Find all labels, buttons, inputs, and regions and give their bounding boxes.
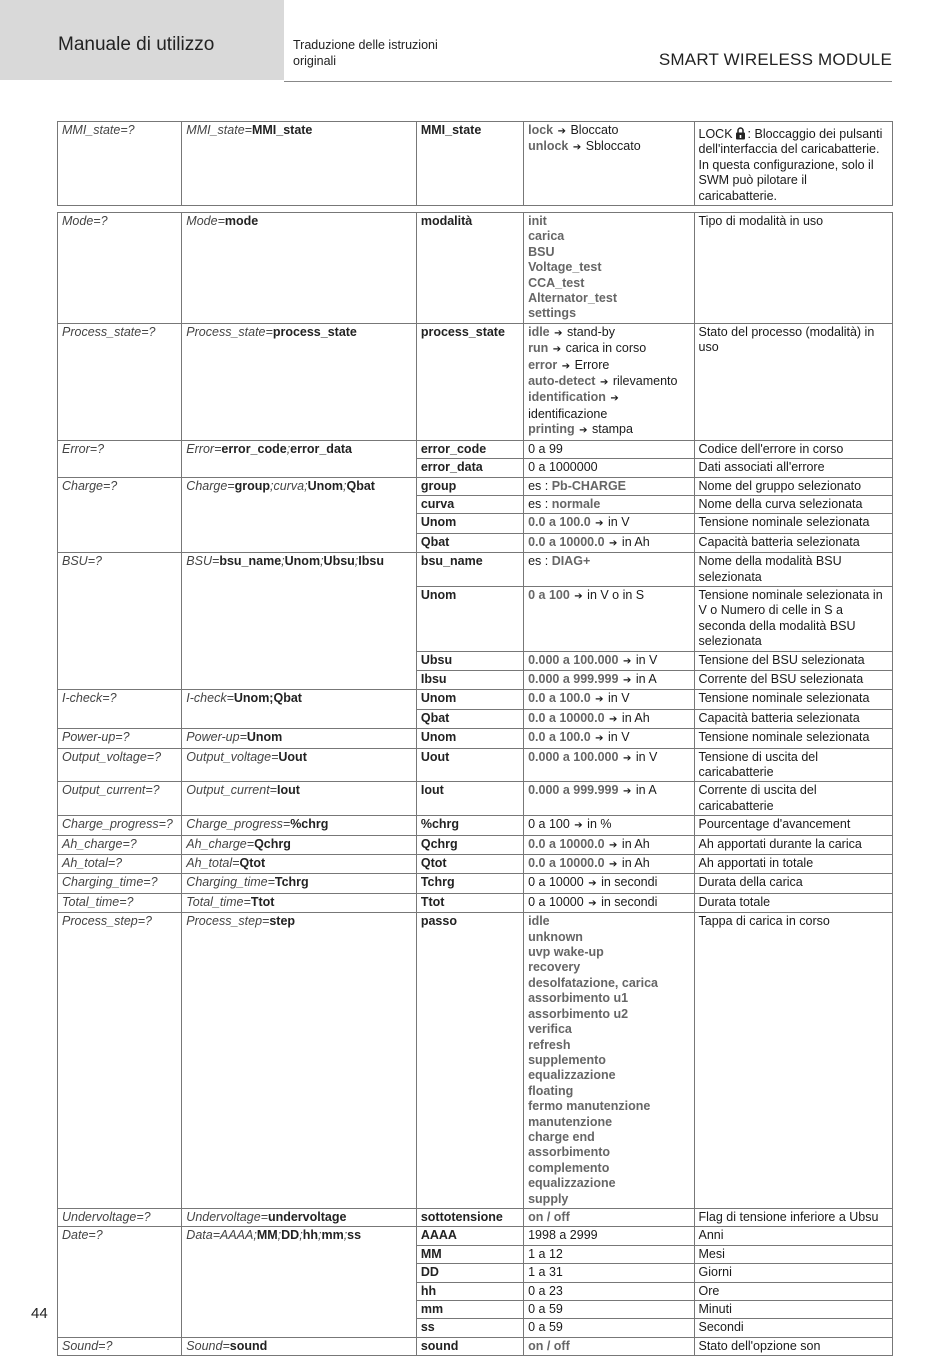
description-cell: Capacità batteria selezionata: [694, 533, 893, 552]
value-cell: 0.000 a 999.999 ➔ in A: [524, 670, 694, 689]
value-cell: 0 a 100 ➔ in V o in S: [524, 586, 694, 651]
value-cell: on / off: [524, 1208, 694, 1226]
parameter-cell: Uout: [416, 748, 523, 782]
value-cell: es : normale: [524, 495, 694, 513]
description-cell: Tensione nominale selezionata: [694, 514, 893, 533]
table-row: [58, 690, 893, 709]
arrow-right-icon: ➔: [557, 126, 566, 137]
translation-note-line2: originali: [293, 54, 337, 68]
description-cell: Anni: [694, 1227, 893, 1245]
arrow-right-icon: ➔: [599, 377, 609, 389]
table-row: [58, 122, 893, 206]
parameter-cell: error_code: [416, 440, 523, 458]
parameter-cell: hh: [416, 1282, 523, 1300]
arrow-right-icon: ➔: [588, 897, 597, 909]
value-cell: lock ➔ Bloccato unlock ➔ Sbloccato: [524, 122, 694, 206]
parameter-cell: %chrg: [416, 816, 523, 835]
arrow-right-icon: ➔: [595, 694, 604, 706]
value-cell: idle ➔ stand-by run ➔ carica in corso error ➔ Errore auto-detect ➔ rilevamento identification ➔ identificazione printing ➔ stampa: [524, 323, 694, 440]
value-cell: 0.000 a 100.000 ➔ in V: [524, 748, 694, 782]
value-cell: init carica BSU Voltage_test CCA_test Alternator_test settings: [524, 213, 694, 324]
parameter-cell: Ibsu: [416, 670, 523, 689]
description-cell: Stato del processo (modalità) in uso: [694, 323, 893, 440]
description-cell: Tappa di carica in corso: [694, 913, 893, 1209]
command-cell: Total_time=?: [58, 893, 182, 912]
parameter-cell: mm: [416, 1301, 523, 1319]
parameter-cell: DD: [416, 1264, 523, 1282]
value-cell: 1 a 31: [524, 1264, 694, 1282]
description-cell: Tensione di uscita del caricabatterie: [694, 748, 893, 782]
table-row: [58, 855, 893, 874]
table-row: [58, 1337, 893, 1355]
parameter-cell: Unom: [416, 586, 523, 651]
response-cell: Charge=group;curva;Unom;Qbat: [182, 477, 417, 553]
parameter-cell: Iout: [416, 782, 523, 816]
table-row: [58, 553, 893, 587]
arrow-right-icon: ➔: [622, 786, 632, 798]
parameter-cell: Ubsu: [416, 651, 523, 670]
table-row: [58, 477, 893, 495]
value-cell: es : DIAG+: [524, 553, 694, 587]
description-cell: Tensione del BSU selezionata: [694, 651, 893, 670]
description-cell: Secondi: [694, 1319, 893, 1337]
table-row: [58, 748, 893, 782]
parameter-cell: bsu_name: [416, 553, 523, 587]
arrow-right-icon: ➔: [622, 752, 632, 764]
arrow-right-icon: ➔: [554, 327, 563, 339]
command-cell: Charge_progress=?: [58, 816, 182, 835]
response-cell: I-check=Unom;Qbat: [182, 690, 417, 729]
arrow-right-icon: ➔: [574, 590, 583, 602]
description-cell: Nome del gruppo selezionato: [694, 477, 893, 495]
arrow-right-icon: ➔: [609, 859, 618, 871]
parameter-cell: curva: [416, 495, 523, 513]
header-rule: [284, 81, 892, 82]
description-cell: Ore: [694, 1282, 893, 1300]
table-row: [58, 816, 893, 835]
value-cell: es : Pb-CHARGE: [524, 477, 694, 495]
value-cell: 0.0 a 10000.0 ➔ in Ah: [524, 533, 694, 552]
response-cell: Power-up=Unom: [182, 729, 417, 748]
parameter-cell: Qchrg: [416, 835, 523, 854]
command-cell: Charge=?: [58, 477, 182, 553]
table-row: [58, 440, 893, 458]
arrow-right-icon: ➔: [561, 360, 571, 372]
value-cell: idle unknown uvp wake-up recovery desolfatazione, carica assorbimento u1 assorbimento u2 verifica refresh supplemento equalizzazione floating fermo manutenzione manutenzione charge end assorbimento complemento equalizzazione supply: [524, 913, 694, 1209]
parameter-cell: Qbat: [416, 533, 523, 552]
response-cell: Error=error_code;error_data: [182, 440, 417, 477]
parameter-cell: passo: [416, 913, 523, 1209]
description-cell: Stato dell'opzione son: [694, 1337, 893, 1355]
description-cell: Nome della modalità BSU selezionata: [694, 553, 893, 587]
table-row: [58, 1227, 893, 1245]
description-cell: Durata della carica: [694, 874, 893, 893]
value-cell: 0 a 10000 ➔ in secondi: [524, 893, 694, 912]
description-cell: Nome della curva selezionata: [694, 495, 893, 513]
command-cell: BSU=?: [58, 553, 182, 690]
value-cell: 0.0 a 10000.0 ➔ in Ah: [524, 709, 694, 728]
command-cell: Undervoltage=?: [58, 1208, 182, 1226]
response-cell: BSU=bsu_name;Unom;Ubsu;Ibsu: [182, 553, 417, 690]
description-cell: LOCK : Bloccaggio dei pulsanti dell'interfaccia del caricabatterie. In questa configurazione, solo il SWM può pilotare il caricabatterie.: [694, 122, 893, 206]
description-cell: Giorni: [694, 1264, 893, 1282]
command-cell: Ah_total=?: [58, 855, 182, 874]
arrow-right-icon: ➔: [574, 820, 583, 832]
parameter-cell: modalità: [416, 213, 523, 324]
command-cell: Sound=?: [58, 1337, 182, 1355]
value-cell: 0.0 a 100.0 ➔ in V: [524, 514, 694, 533]
response-cell: Undervoltage=undervoltage: [182, 1208, 417, 1226]
command-cell: Output_current=?: [58, 782, 182, 816]
parameter-cell: Unom: [416, 514, 523, 533]
response-cell: Charge_progress=%chrg: [182, 816, 417, 835]
response-cell: Ah_charge=Qchrg: [182, 835, 417, 854]
description-cell: Tensione nominale selezionata in V o Numero di celle in S a seconda della modalità BSU selezionata: [694, 586, 893, 651]
arrow-right-icon: ➔: [579, 425, 588, 437]
parameter-cell: Unom: [416, 729, 523, 748]
description-cell: Flag di tensione inferiore a Ubsu: [694, 1208, 893, 1226]
table-row: [58, 835, 893, 854]
description-cell: Mesi: [694, 1245, 893, 1263]
description-cell: Ah apportati in totale: [694, 855, 893, 874]
parameter-cell: group: [416, 477, 523, 495]
value-cell: 0.0 a 100.0 ➔ in V: [524, 729, 694, 748]
value-cell: 0.0 a 10000.0 ➔ in Ah: [524, 855, 694, 874]
command-cell: I-check=?: [58, 690, 182, 729]
value-cell: 0 a 59: [524, 1319, 694, 1337]
value-cell: 0 a 59: [524, 1301, 694, 1319]
value-cell: 0.000 a 100.000 ➔ in V: [524, 651, 694, 670]
parameter-cell: Qbat: [416, 709, 523, 728]
value-cell: 0 a 10000 ➔ in secondi: [524, 874, 694, 893]
description-cell: Pourcentage d'avancement: [694, 816, 893, 835]
parameter-cell: process_state: [416, 323, 523, 440]
description-cell: Tipo di modalità in uso: [694, 213, 893, 324]
description-cell: Tensione nominale selezionata: [694, 690, 893, 709]
table-row: [58, 874, 893, 893]
table-row: [58, 213, 893, 324]
parameter-cell: MM: [416, 1245, 523, 1263]
response-cell: Process_state=process_state: [182, 323, 417, 440]
parameter-cell: Tchrg: [416, 874, 523, 893]
description-cell: Tensione nominale selezionata: [694, 729, 893, 748]
product-name: SMART WIRELESS MODULE: [658, 50, 892, 69]
command-cell: Power-up=?: [58, 729, 182, 748]
response-cell: Output_current=Iout: [182, 782, 417, 816]
arrow-right-icon: ➔: [595, 518, 604, 530]
command-cell: Output_voltage=?: [58, 748, 182, 782]
description-cell: Codice dell'errore in corso: [694, 440, 893, 458]
response-cell: Charging_time=Tchrg: [182, 874, 417, 893]
arrow-right-icon: ➔: [588, 878, 597, 890]
table-row: [58, 729, 893, 748]
command-cell: Date=?: [58, 1227, 182, 1337]
response-cell: MMI_state=MMI_state: [182, 122, 417, 206]
command-cell: Process_step=?: [58, 913, 182, 1209]
manual-title: Manuale di utilizzo: [58, 34, 215, 55]
parameter-cell: MMI_state: [416, 122, 523, 206]
parameter-cell: sottotensione: [416, 1208, 523, 1226]
arrow-right-icon: ➔: [622, 674, 632, 686]
command-cell: Mode=?: [58, 213, 182, 324]
parameter-cell: AAAA: [416, 1227, 523, 1245]
table-row: [58, 1208, 893, 1226]
command-cell: Error=?: [58, 440, 182, 477]
response-cell: Ah_total=Qtot: [182, 855, 417, 874]
arrow-right-icon: ➔: [609, 713, 618, 725]
lock-icon: [735, 127, 746, 140]
mmi-state-table: [57, 121, 893, 206]
description-cell: Dati associati all'errore: [694, 459, 893, 477]
value-cell: 1998 a 2999: [524, 1227, 694, 1245]
description-cell: Minuti: [694, 1301, 893, 1319]
parameter-cell: Unom: [416, 690, 523, 709]
value-cell: 0.0 a 100.0 ➔ in V: [524, 690, 694, 709]
table-row: [58, 913, 893, 1209]
parameter-cell: Ttot: [416, 893, 523, 912]
response-cell: Total_time=Ttot: [182, 893, 417, 912]
description-cell: Durata totale: [694, 893, 893, 912]
translation-note-line1: Traduzione delle istruzioni: [293, 38, 438, 52]
arrow-right-icon: ➔: [610, 393, 619, 405]
response-cell: Mode=mode: [182, 213, 417, 324]
commands-table: [57, 212, 893, 1356]
value-cell: 0 a 23: [524, 1282, 694, 1300]
table-row: [58, 782, 893, 816]
table-row: [58, 323, 893, 440]
parameter-cell: sound: [416, 1337, 523, 1355]
arrow-right-icon: ➔: [609, 839, 618, 851]
value-cell: on / off: [524, 1337, 694, 1355]
value-cell: 1 a 12: [524, 1245, 694, 1263]
response-cell: Process_step=step: [182, 913, 417, 1209]
command-cell: MMI_state=?: [58, 122, 182, 206]
parameter-cell: error_data: [416, 459, 523, 477]
arrow-right-icon: ➔: [622, 655, 632, 667]
arrow-right-icon: ➔: [595, 733, 604, 745]
description-cell: Ah apportati durante la carica: [694, 835, 893, 854]
description-cell: Corrente del BSU selezionata: [694, 670, 893, 689]
page-number: 44: [31, 1305, 48, 1322]
command-cell: Process_state=?: [58, 323, 182, 440]
command-cell: Charging_time=?: [58, 874, 182, 893]
response-cell: Data=AAAA;MM;DD;hh;mm;ss: [182, 1227, 417, 1337]
value-cell: 0 a 1000000: [524, 459, 694, 477]
arrow-right-icon: ➔: [609, 537, 618, 549]
table-row: [58, 893, 893, 912]
value-cell: 0.0 a 10000.0 ➔ in Ah: [524, 835, 694, 854]
command-cell: Ah_charge=?: [58, 835, 182, 854]
arrow-right-icon: ➔: [572, 142, 582, 154]
parameter-cell: ss: [416, 1319, 523, 1337]
response-cell: Output_voltage=Uout: [182, 748, 417, 782]
arrow-right-icon: ➔: [552, 344, 562, 356]
value-cell: 0.000 a 999.999 ➔ in A: [524, 782, 694, 816]
parameter-cell: Qtot: [416, 855, 523, 874]
description-cell: Capacità batteria selezionata: [694, 709, 893, 728]
description-cell: Corrente di uscita del caricabatterie: [694, 782, 893, 816]
response-cell: Sound=sound: [182, 1337, 417, 1355]
value-cell: 0 a 100 ➔ in %: [524, 816, 694, 835]
value-cell: 0 a 99: [524, 440, 694, 458]
translation-note: [293, 37, 438, 69]
